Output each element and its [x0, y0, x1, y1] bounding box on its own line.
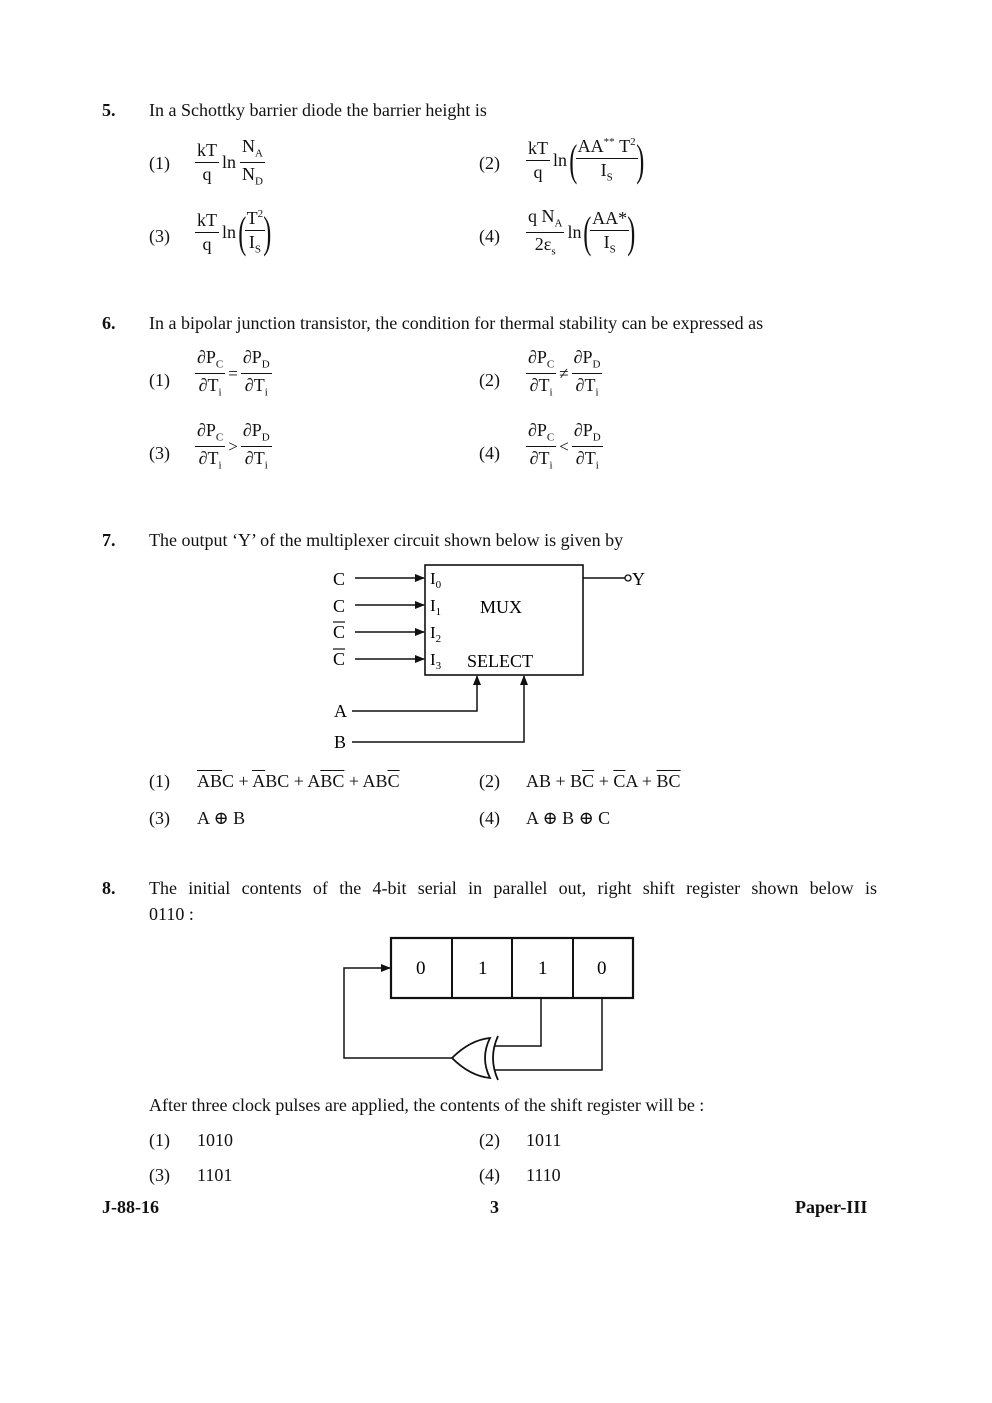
q8-opt1-value: 1010 [197, 1130, 233, 1150]
q7-opt1-expression: $\overline{A}\overline{B}C + \overline{A}BC + A\overline{B}\overline{C} + AB\overline{C}$ [197, 771, 400, 791]
footer-code: J-88-16 [102, 1197, 159, 1217]
q5-stem: In a Schottky barrier diode the barrier height is [149, 100, 487, 120]
register-bit-3: 0 [597, 958, 607, 979]
footer-page-number: 3 [490, 1197, 499, 1217]
mux-circuit-diagram [320, 555, 660, 755]
q5-opt4-label: (4) [479, 226, 500, 246]
q5-opt4-formula: q $N_A$ $2\varepsilon_s$ ln ( AA* $I_S$ ) [528, 206, 636, 258]
mux-label: MUX [480, 597, 523, 617]
q8-stem-line1: The initial contents of the 4-bit serial in parallel out, right shift register shown below is [149, 878, 877, 898]
input-cbar3: C [333, 649, 346, 669]
q8-number: 8. [102, 878, 116, 898]
q8-opt2-label: (2) [479, 1130, 500, 1150]
q7-opt4-expression: A ⊕ B ⊕ C [526, 808, 611, 828]
q6-opt4-label: (4) [479, 443, 500, 463]
feedback-wire [344, 968, 452, 1058]
q6-opt3-formula: $\partial P_C$ $\partial T_i$ > $\partial P_D$ $\partial T_i$ [197, 420, 270, 472]
q6-number: 6. [102, 313, 116, 333]
q8-opt4-label: (4) [479, 1165, 500, 1185]
select-b: B [334, 732, 347, 752]
select-label: SELECT [467, 651, 533, 671]
q8-opt3-label: (3) [149, 1165, 170, 1185]
q7-opt2-expression: AB + $B\overline{C} + \overline{C}A + \overline{B}\overline{C}$ [526, 771, 681, 791]
output-y: Y [632, 569, 645, 589]
input-c0: C [333, 569, 346, 589]
q7-opt1-label: (1) [149, 771, 170, 791]
q6-opt1-label: (1) [149, 370, 170, 390]
q8-opt2-value: 1011 [526, 1130, 562, 1150]
q7-opt3-expression: A ⊕ B [197, 808, 246, 828]
wire-select-b [352, 676, 524, 742]
q5-opt1-label: (1) [149, 153, 170, 173]
select-a: A [334, 701, 347, 721]
q5-opt2-label: (2) [479, 153, 500, 173]
q5-opt1-formula: kT q ln $N_A$ $N_D$ [197, 136, 263, 188]
q7-number: 7. [102, 530, 116, 550]
register-bit-2: 1 [538, 958, 548, 979]
shift-register-diagram [330, 930, 650, 1090]
input-cbar2: C [333, 622, 346, 642]
pin-i3: $I_3$ [430, 650, 442, 672]
q8-after-text: After three clock pulses are applied, the contents of the shift register will be : [149, 1095, 705, 1115]
q6-opt4-formula: $\partial P_C$ $\partial T_i$ < $\partial P_D$ $\partial T_i$ [528, 420, 601, 472]
q5-opt3-formula: kT q ln ( $T^2$ $I_S$ ) [197, 207, 272, 257]
register-bit-1: 1 [478, 958, 488, 979]
wire-select-a [352, 676, 477, 711]
pin-i2: $I_2$ [430, 623, 442, 645]
footer-paper-title: Paper-III [795, 1197, 868, 1217]
xor-gate [452, 1038, 490, 1078]
q8-opt1-label: (1) [149, 1130, 170, 1150]
q6-opt2-formula: $\partial P_C$ $\partial T_i$ ≠ $\partial P_D$ $\partial T_i$ [528, 347, 601, 399]
q7-opt2-label: (2) [479, 771, 500, 791]
q8-opt3-value: 1101 [197, 1165, 233, 1185]
input-c1: C [333, 596, 346, 616]
q8-stem-line2: 0110 : [149, 904, 194, 924]
output-terminal [625, 575, 631, 581]
q7-opt4-label: (4) [479, 808, 500, 828]
q5-opt3-label: (3) [149, 226, 170, 246]
xor-gate-extra-arc [493, 1036, 498, 1080]
tap-wire-bit3 [495, 998, 602, 1070]
q6-opt2-label: (2) [479, 370, 500, 390]
q6-stem: In a bipolar junction transistor, the condition for thermal stability can be expressed as [149, 313, 764, 333]
pin-i1: $I_1$ [430, 596, 442, 618]
q5-number: 5. [102, 100, 116, 120]
pin-i0: $I_0$ [430, 569, 442, 591]
register-bit-0: 0 [416, 958, 426, 979]
q6-opt3-label: (3) [149, 443, 170, 463]
q5-opt2-formula: kT q ln ( AA** $T^2$ $I_S$ ) [528, 135, 645, 185]
tap-wire-bit2 [495, 998, 541, 1046]
q7-stem: The output ‘Y’ of the multiplexer circuit shown below is given by [149, 530, 624, 550]
q8-opt4-value: 1110 [526, 1165, 561, 1185]
q7-opt3-label: (3) [149, 808, 170, 828]
q6-opt1-formula: $\frac{\partial P_C}{\partial T_i}$ = $\frac{\partial P_D}{\partial T_i}$ [197, 347, 270, 399]
